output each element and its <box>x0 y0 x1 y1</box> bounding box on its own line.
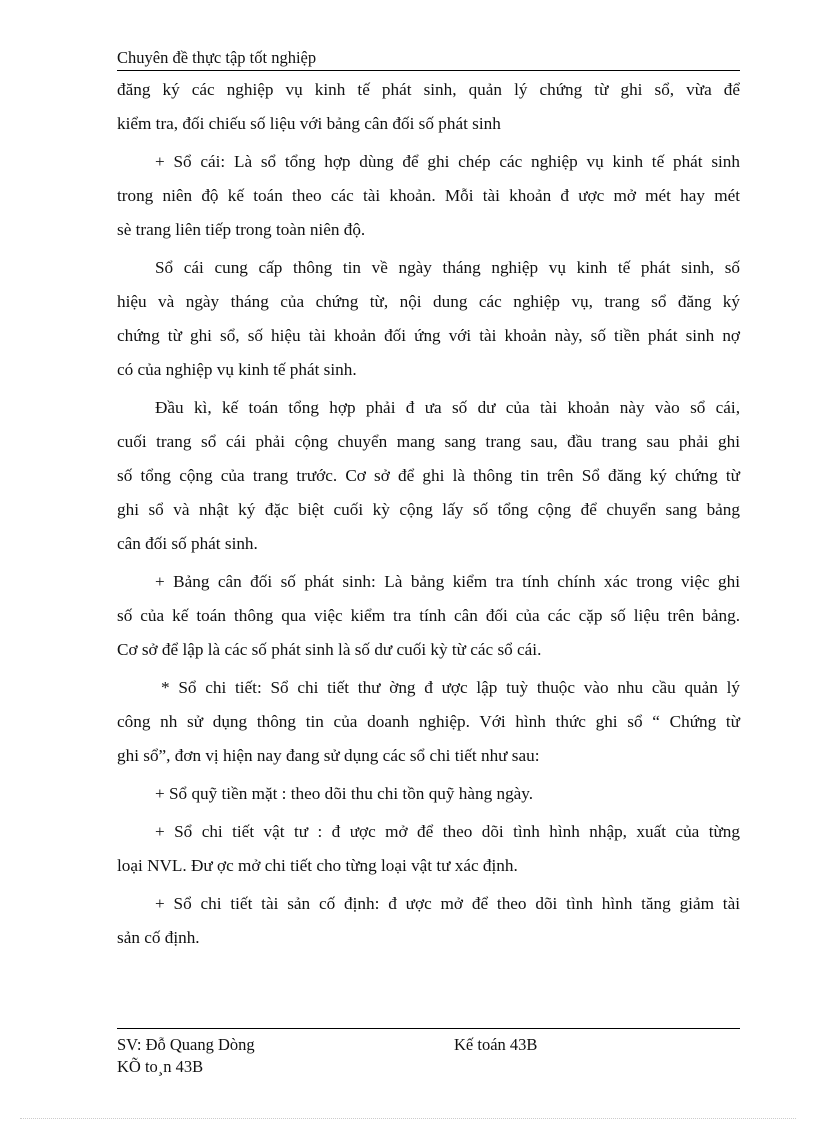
footer-student: SV: Đỗ Quang Dòng <box>117 1035 255 1054</box>
page-footer <box>117 1034 740 1078</box>
body-line: + Sổ cái: Là sổ tổng hợp dùng để ghi chép các nghiệp vụ kinh tế phát sinh <box>155 152 740 171</box>
page-header-title: Chuyên đề thực tập tốt nghiệp <box>117 48 740 71</box>
body-line: ghi sổ”, đơn vị hiện nay đang sử dụng các sổ chi tiết như sau: <box>117 746 540 765</box>
body-line: số của kế toán thông qua việc kiểm tra tính cân đối của các cặp số liệu trên bảng. <box>117 606 740 625</box>
body-line: công nh sử dụng thông tin của doanh nghiệp. Với hình thức ghi sổ “ Chứng từ <box>117 712 740 731</box>
body-line: ghi sổ và nhật ký đặc biệt cuối kỳ cộng lấy số tổng cộng để chuyển sang bảng <box>117 500 740 519</box>
body-line: chứng từ ghi sổ, số hiệu tài khoản đối ứng với tài khoản này, số tiền phát sinh nợ <box>117 326 740 345</box>
footer-class-short: KÕ to¸n 43B <box>117 1057 204 1076</box>
footer-divider <box>117 1028 740 1029</box>
body-line: loại NVL. Đư ợc mở chi tiết cho từng loại vật tư xác định. <box>117 856 518 875</box>
body-line: Đầu kì, kế toán tổng hợp phải đ ưa số dư của tài khoản này vào sổ cái, <box>155 398 740 417</box>
body-line: + Bảng cân đối số phát sinh: Là bảng kiểm tra tính chính xác trong việc ghi <box>155 572 740 591</box>
body-line: trong niên độ kế toán theo các tài khoản. Mỗi tài khoản đ ược mở mét hay mét <box>117 186 740 205</box>
body-line: + Sổ chi tiết vật tư : đ ược mở để theo dõi tình hình nhập, xuất của từng <box>155 822 740 841</box>
body-line: Sổ cái cung cấp thông tin về ngày tháng nghiệp vụ kinh tế phát sinh, số <box>155 258 740 277</box>
body-line: có của nghiệp vụ kinh tế phát sinh. <box>117 360 357 379</box>
body-line: cân đối số phát sinh. <box>117 534 258 553</box>
page-bottom-divider <box>20 1118 796 1119</box>
document-body <box>117 73 740 955</box>
body-line: + Sổ quỹ tiền mặt : theo dõi thu chi tồn quỹ hàng ngày. <box>155 784 534 803</box>
body-line: sè trang liên tiếp trong toàn niên độ. <box>117 220 366 239</box>
body-line: * Sổ chi tiết: Sổ chi tiết thư ờng đ ược lập tuỳ thuộc vào nhu cầu quản lý <box>161 678 740 697</box>
body-line: Cơ sở để lập là các số phát sinh là số dư cuối kỳ từ các sổ cái. <box>117 640 542 659</box>
body-line: đăng ký các nghiệp vụ kinh tế phát sinh, quản lý chứng từ ghi sổ, vừa để <box>117 80 740 99</box>
footer-class-right: Kế toán 43B <box>454 1035 538 1054</box>
body-line: kiểm tra, đối chiếu số liệu với bảng cân đối số phát sinh <box>117 114 501 133</box>
body-line: cuối trang sổ cái phải cộng chuyển mang sang trang sau, đầu trang sau phải ghi <box>117 432 740 451</box>
body-line: số tổng cộng của trang trước. Cơ sở để ghi là thông tin trên Sổ đăng ký chứng từ <box>117 466 740 485</box>
body-line: hiệu và ngày tháng của chứng từ, nội dung các nghiệp vụ, trang sổ đăng ký <box>117 292 740 311</box>
body-line: + Sổ chi tiết tài sản cố định: đ ược mở để theo dõi tình hình tăng giảm tài <box>155 894 740 913</box>
body-line: sản cố định. <box>117 928 200 947</box>
